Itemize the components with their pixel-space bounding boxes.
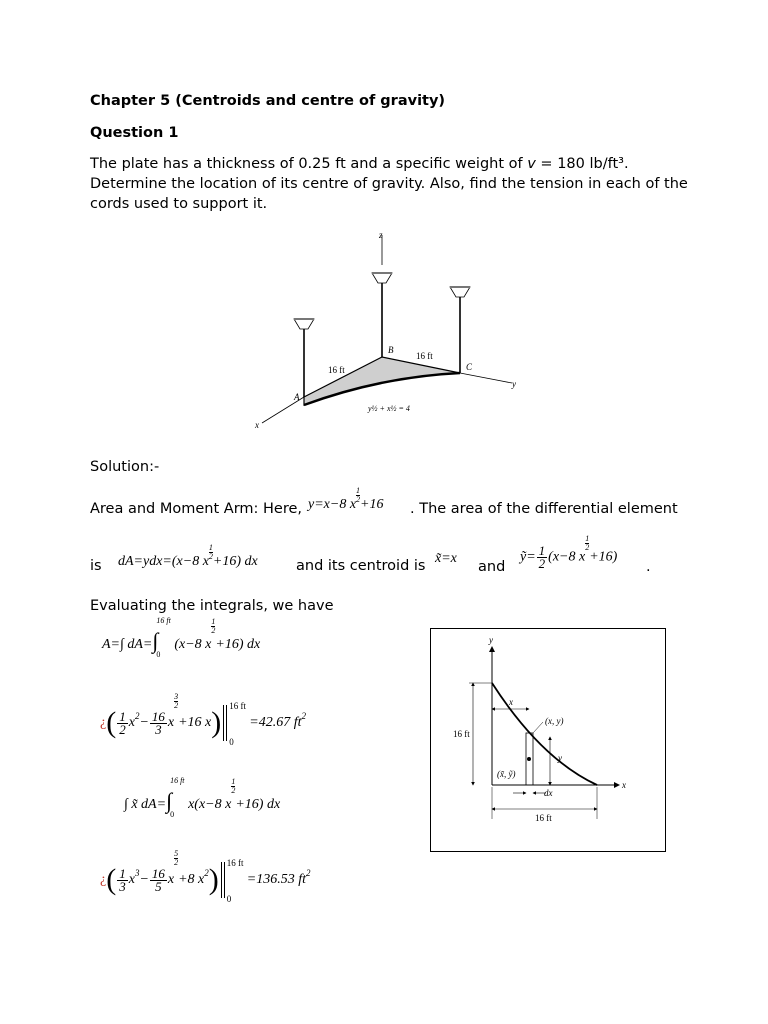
fig2-dx-label: dx: [544, 788, 553, 798]
sentence-end-period: .: [646, 559, 651, 575]
question-heading: Question 1: [90, 125, 179, 141]
chapter-heading: Chapter 5 (Centroids and centre of gravity): [90, 93, 446, 109]
problem-line-2: Determine the location of its centre of gravity. Also, find the tension in each of the: [90, 176, 688, 192]
differential-element-figure-frame: [430, 628, 666, 852]
is-word: is: [90, 558, 102, 574]
centroid-dot: [527, 757, 531, 761]
area-result: ¿( $\frac{1}{2}$ $x^2-$ $\frac{16}{3}$ x $\frac{3}{2}+16$ x) 16 ft 0 =42.67 $ft^2$: [100, 692, 307, 747]
area-integral: A=∫ dA=∫ 16 ft 0 (x−8 x $\frac{1}{2}+16$) dx: [102, 616, 261, 659]
x-axis-label: x: [255, 420, 259, 430]
support-hook-a: [294, 319, 314, 329]
moment-result: ¿( $\frac{1}{3}$ $x^3-$ $\frac{16}{5}$ x $\frac{5}{2}+8$ $x^2$) 16 ft 0 =136.53 $ft^2$: [100, 849, 311, 904]
support-hook-b: [372, 273, 392, 283]
problem-line-3: cords used to support it.: [90, 196, 268, 212]
area-line-prefix: Area and Moment Arm: Here,: [90, 501, 303, 517]
solution-label: Solution:-: [90, 459, 160, 475]
moment-integral: ∫ x̃ dA=∫ 16 ft 0 x(x−8 x $\frac{1}{2}+16$) dx: [124, 776, 281, 819]
y-axis-label: y: [512, 379, 516, 389]
evaluating-text: Evaluating the integrals, we have: [90, 598, 334, 614]
plate-figure: [250, 225, 540, 435]
curve-function-equation: y=x−8 x $\frac{1}{2}+16$: [308, 486, 384, 512]
area-line-suffix: . The area of the differential element: [410, 501, 678, 517]
fig2-left-dimension: 16 ft: [453, 729, 470, 739]
fig2-y-dimension: y: [558, 753, 562, 763]
dim-bc-label: 16 ft: [416, 351, 433, 361]
fig2-point-label: (x, y): [545, 716, 564, 726]
problem-line-1: The plate has a thickness of 0.25 ft and a specific weight of v = 180 lb/ft³.: [90, 156, 629, 172]
point-b-label: B: [388, 345, 394, 355]
point-c-label: C: [466, 362, 473, 372]
and-word: and: [478, 559, 506, 575]
support-hook-c: [450, 287, 470, 297]
fig2-x-axis-label: x: [622, 780, 626, 790]
z-label: z: [379, 230, 383, 240]
centroid-x-equation: x̃=x: [435, 551, 457, 566]
differential-area-equation: dA=ydx=(x−8 x $\frac{1}{2}+16$) dx: [118, 543, 258, 569]
fig2-y-axis-label: y: [489, 635, 493, 645]
fig2-centroid-label: (x̃, ỹ): [497, 769, 516, 779]
curve-equation-label: y½ + x½ = 4: [368, 404, 410, 413]
dim-ab-label: 16 ft: [328, 365, 345, 375]
centroid-y-equation: ỹ= $\frac{1}{2}$ (x−8 x $\frac{1}{2}+16$): [520, 534, 618, 571]
fig2-bottom-dimension: 16 ft: [535, 813, 552, 823]
point-a-label: A: [294, 392, 300, 402]
fig2-x-dimension: x: [509, 697, 513, 707]
centroid-text: and its centroid is: [296, 558, 426, 574]
differential-element-figure: [431, 629, 665, 851]
